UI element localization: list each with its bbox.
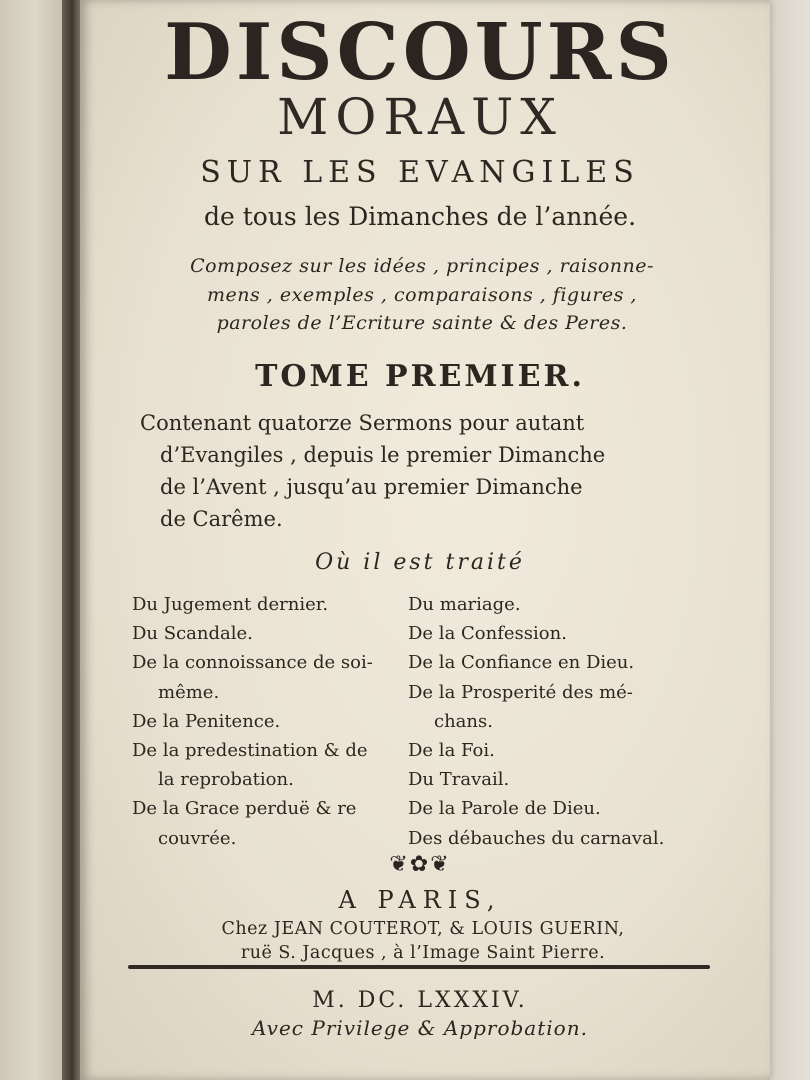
topic-item: De la predestination & de (132, 740, 368, 762)
topic-item: chans. (434, 710, 493, 732)
topic-item: De la connoissance de soi- (132, 652, 373, 674)
topic-item: même. (158, 681, 220, 703)
topic-item: De la Penitence. (132, 710, 281, 732)
contents-line: Contenant quatorze Sermons pour autant (140, 411, 585, 435)
volume-heading: TOME PREMIER. (255, 359, 585, 394)
title-line-4: de tous les Dimanches de l’année. (203, 202, 637, 231)
topics-left-column (132, 590, 412, 853)
contents-line: de Carême. (160, 506, 283, 531)
subtitle-line: Composez sur les idées , principes , raisonne- (190, 255, 654, 277)
topic-item: la reprobation. (158, 769, 294, 791)
contents-description (140, 408, 700, 536)
topics-heading: Où il est traité (315, 550, 525, 575)
topic-item: Des débauches du carnaval. (408, 827, 665, 849)
imprint-publisher (128, 918, 718, 965)
topic-item: De la Confession. (408, 623, 567, 645)
topic-item: De la Parole de Dieu. (408, 798, 601, 820)
contents-line: d’Evangiles , depuis le premier Dimanche (160, 442, 606, 467)
topic-item: Du Scandale. (132, 623, 253, 645)
title-line-2: MORAUX (277, 88, 563, 146)
topics-right-column (408, 590, 708, 853)
topic-item: Du mariage. (408, 594, 521, 615)
subtitle-block (132, 252, 712, 338)
topic-item: De la Prosperité des mé- (408, 681, 633, 703)
topic-item: couvrée. (158, 827, 237, 849)
privilege-line: Avec Privilege & Approbation. (252, 1016, 588, 1040)
title-line-1: DISCOURS (164, 7, 676, 98)
subtitle-line: mens , exemples , comparaisons , figures , (207, 283, 637, 306)
publisher-line: ruë S. Jacques , à l’Image Saint Pierre. (240, 942, 606, 963)
title-page (80, 0, 770, 1080)
subtitle-line: paroles de l’Ecriture sainte & des Peres. (216, 312, 628, 334)
topic-item: De la Foi. (408, 740, 495, 762)
publisher-line: Chez JEAN COUTEROT, & LOUIS GUERIN, (221, 919, 625, 939)
topic-item: De la Confiance en Dieu. (408, 652, 635, 674)
imprint-date: M. DC. LXXXIV. (312, 988, 528, 1013)
topic-item: Du Travail. (408, 769, 510, 791)
topic-item: Du Jugement dernier. (132, 594, 329, 615)
topic-item: De la Grace perduë & re (132, 798, 357, 820)
imprint-place: A PARIS, (338, 886, 502, 914)
book-gutter (62, 0, 82, 1080)
imprint-rule (128, 965, 710, 969)
contents-line: de l’Avent , jusqu’au premier Dimanche (160, 474, 583, 499)
title-line-3: SUR LES EVANGILES (200, 155, 640, 190)
printer-ornament-icon: ❦✿❦ (389, 852, 451, 877)
